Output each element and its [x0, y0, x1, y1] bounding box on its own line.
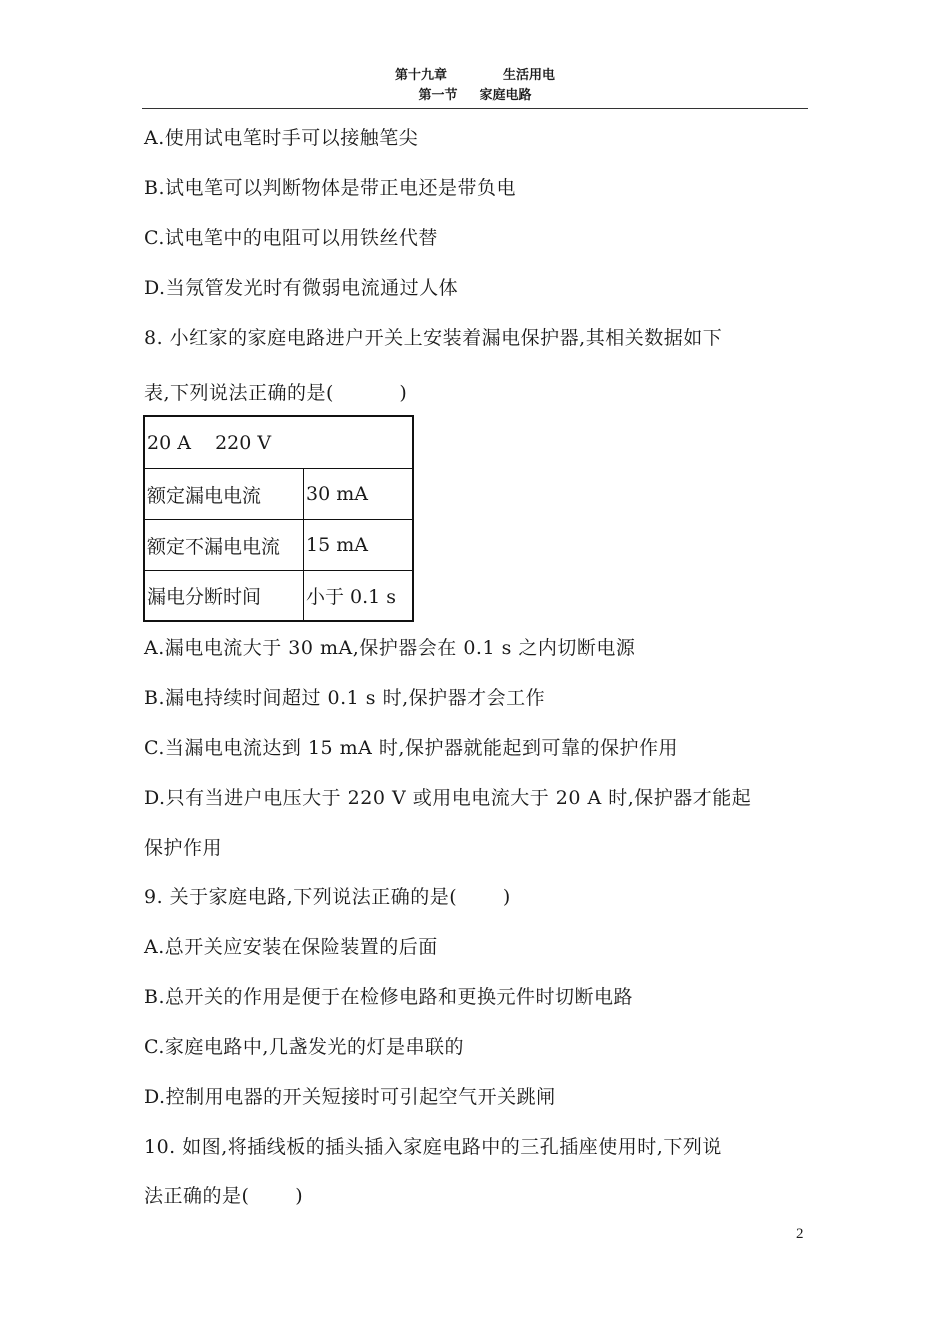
option-9a: A.总开关应安装在保险装置的后面 — [144, 936, 438, 958]
option-8b: B.漏电持续时间超过 0.1 s 时,保护器才会工作 — [144, 687, 546, 709]
page-number: 2 — [796, 1226, 804, 1242]
option-9c: C.家庭电路中,几盏发光的灯是串联的 — [144, 1036, 464, 1058]
table-value-cell: 15 mA — [306, 534, 368, 556]
question-10-line-1: 10. 如图,将插线板的插头插入家庭电路中的三孔插座使用时,下列说 — [144, 1136, 722, 1158]
option-8c: C.当漏电电流达到 15 mA 时,保护器就能起到可靠的保护作用 — [144, 737, 678, 759]
table-row — [145, 571, 412, 620]
page-header — [0, 66, 950, 106]
option-8a: A.漏电电流大于 30 mA,保护器会在 0.1 s 之内切断电源 — [144, 637, 636, 659]
table-header-cell: 20 A 220 V — [147, 431, 272, 454]
option-7c: C.试电笔中的电阻可以用铁丝代替 — [144, 227, 438, 249]
option-7b: B.试电笔可以判断物体是带正电还是带负电 — [144, 177, 517, 199]
question-8-line-2: 表,下列说法正确的是( ) — [144, 382, 408, 404]
spec-table — [143, 415, 414, 622]
section-title: 家庭电路 — [479, 88, 532, 103]
table-row — [145, 520, 412, 571]
question-10-line-2: 法正确的是( ) — [144, 1185, 304, 1207]
table-row — [145, 417, 412, 469]
option-8d-line-1: D.只有当进户电压大于 220 V 或用电电流大于 20 A 时,保护器才能起 — [144, 787, 752, 809]
table-value-cell: 30 mA — [306, 483, 368, 505]
question-9: 9. 关于家庭电路,下列说法正确的是( ) — [144, 886, 511, 908]
header-divider — [142, 108, 808, 109]
section-label: 第一节 — [418, 88, 458, 103]
question-8-line-1: 8. 小红家的家庭电路进户开关上安装着漏电保护器,其相关数据如下 — [144, 327, 723, 349]
table-row — [145, 469, 412, 520]
option-9b: B.总开关的作用是便于在检修电路和更换元件时切断电路 — [144, 986, 634, 1008]
table-label-cell: 额定不漏电电流 — [145, 520, 304, 570]
option-9d: D.控制用电器的开关短接时可引起空气开关跳闸 — [144, 1086, 556, 1108]
option-8d-line-2: 保护作用 — [144, 837, 223, 859]
table-label-cell: 额定漏电电流 — [145, 469, 304, 519]
chapter-title: 生活用电 — [503, 68, 556, 83]
option-7a: A.使用试电笔时手可以接触笔尖 — [144, 127, 419, 149]
table-label-cell: 漏电分断时间 — [145, 571, 304, 620]
chapter-label: 第十九章 — [394, 68, 447, 83]
table-value-cell: 小于 0.1 s — [306, 586, 397, 608]
option-7d: D.当氖管发光时有微弱电流通过人体 — [144, 277, 459, 299]
